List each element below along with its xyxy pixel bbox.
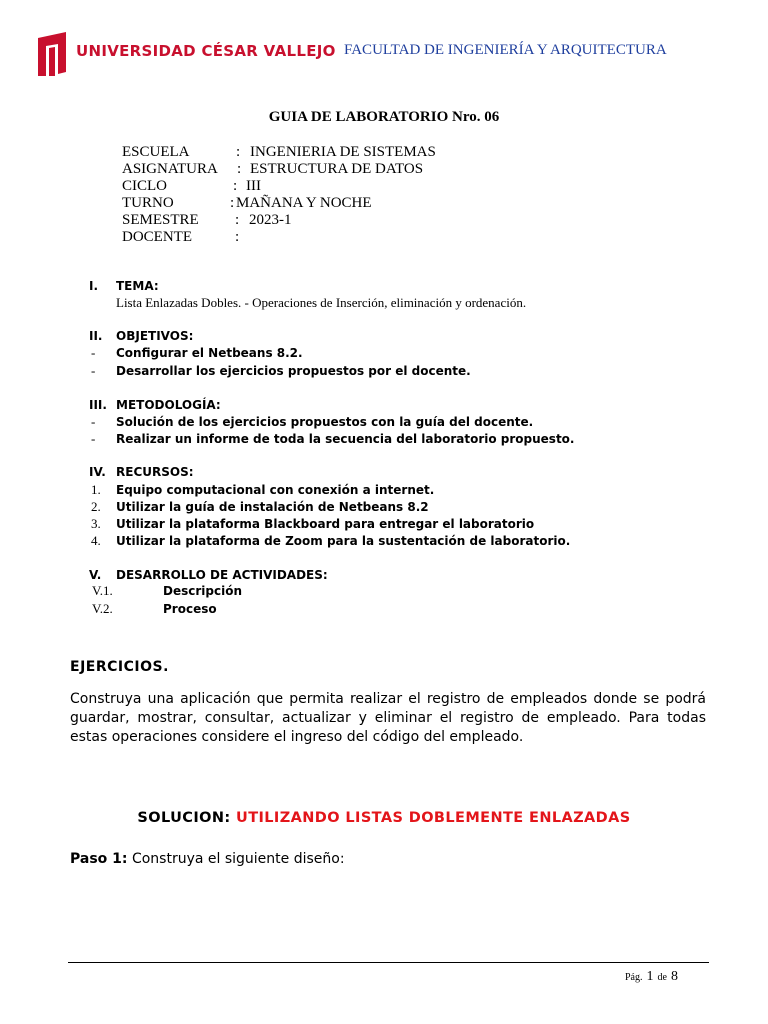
info-value: III (246, 178, 261, 194)
step-1 (70, 851, 345, 867)
recurso-item: Utilizar la plataforma Blackboard para entregar el laboratorio (116, 517, 535, 531)
section-title-desarrollo: DESARROLLO DE ACTIVIDADES: (116, 568, 328, 582)
objetivo-item: Configurar el Netbeans 8.2. (116, 346, 303, 360)
page-number (625, 967, 678, 985)
section-title-metodologia: METODOLOGÍA: (116, 398, 221, 412)
desarrollo-item: Descripción (163, 584, 242, 598)
list-number: 3. (91, 516, 101, 531)
bullet-dash: - (91, 431, 96, 446)
info-sep: : (230, 195, 235, 211)
info-value: MAÑANA Y NOCHE (236, 195, 372, 211)
info-label: ESCUELA (122, 144, 190, 160)
list-number: 4. (91, 533, 101, 548)
guide-title: GUIA DE LABORATORIO Nro. 06 (268, 109, 500, 125)
tema-text: Lista Enlazadas Dobles. - Operaciones de Inserción, eliminación y ordenación. (116, 295, 527, 310)
info-sep: : (235, 229, 240, 245)
step-label: Paso 1: (70, 851, 128, 867)
info-sep: : (235, 212, 240, 228)
bullet-dash: - (91, 363, 96, 378)
list-number: 2. (91, 499, 101, 514)
section-number: I. (89, 279, 99, 293)
metodologia-item: Solución de los ejercicios propuestos con la guía del docente. (116, 415, 534, 429)
current-page: 1 (646, 969, 654, 984)
bullet-dash: - (91, 345, 96, 360)
info-label: DOCENTE (122, 229, 192, 245)
info-label: ASIGNATURA (122, 161, 218, 177)
footer-divider (68, 962, 709, 963)
section-number: V. (89, 568, 102, 582)
page-label: Pág. (625, 972, 643, 983)
university-name: UNIVERSIDAD CÉSAR VALLEJO (76, 42, 336, 60)
recurso-item: Equipo computacional con conexión a internet. (116, 483, 435, 497)
info-value: 2023-1 (249, 212, 292, 228)
recurso-item: Utilizar la plataforma de Zoom para la sustentación de laboratorio. (116, 534, 571, 548)
section-number: IV. (89, 465, 106, 479)
solution-title: UTILIZANDO LISTAS DOBLEMENTE ENLAZADAS (236, 810, 631, 826)
info-sep: : (236, 144, 241, 160)
total-pages: 8 (670, 969, 678, 984)
recurso-item: Utilizar la guía de instalación de Netbeans 8.2 (116, 500, 429, 514)
info-value: INGENIERIA DE SISTEMAS (250, 144, 436, 160)
desarrollo-item: Proceso (163, 602, 217, 616)
info-sep: : (237, 161, 242, 177)
bullet-dash: - (91, 414, 96, 429)
info-sep: : (233, 178, 238, 194)
info-label: CICLO (122, 178, 167, 194)
section-title-objetivos: OBJETIVOS: (116, 329, 194, 343)
step-text: Construya el siguiente diseño: (131, 851, 345, 867)
info-value: ESTRUCTURA DE DATOS (250, 161, 424, 177)
ejercicios-heading: EJERCICIOS. (70, 659, 169, 675)
section-number: III. (89, 398, 107, 412)
solution-heading (0, 810, 768, 826)
metodologia-item: Realizar un informe de toda la secuencia del laboratorio propuesto. (116, 432, 575, 446)
objetivo-item: Desarrollar los ejercicios propuestos por el docente. (116, 364, 471, 378)
ejercicios-text: Construya una aplicación que permita realizar el registro de empleados donde se podrá guardar, mostrar, consultar, actualizar y eliminar el registro de empleado. Para todas estas operaciones considere el ingreso del código del empleado. (70, 691, 706, 745)
page-of: de (657, 972, 667, 983)
list-number: 1. (91, 482, 101, 497)
solution-prefix: SOLUCION: (137, 810, 231, 826)
faculty-name: FACULTAD DE INGENIERÍA Y ARQUITECTURA (344, 42, 667, 58)
list-number: V.2. (92, 601, 113, 616)
info-label: SEMESTRE (122, 212, 199, 228)
list-number: V.1. (92, 583, 113, 598)
section-title-tema: TEMA: (116, 279, 159, 293)
info-label: TURNO (122, 195, 174, 211)
section-title-recursos: RECURSOS: (116, 465, 194, 479)
section-number: II. (89, 329, 103, 343)
